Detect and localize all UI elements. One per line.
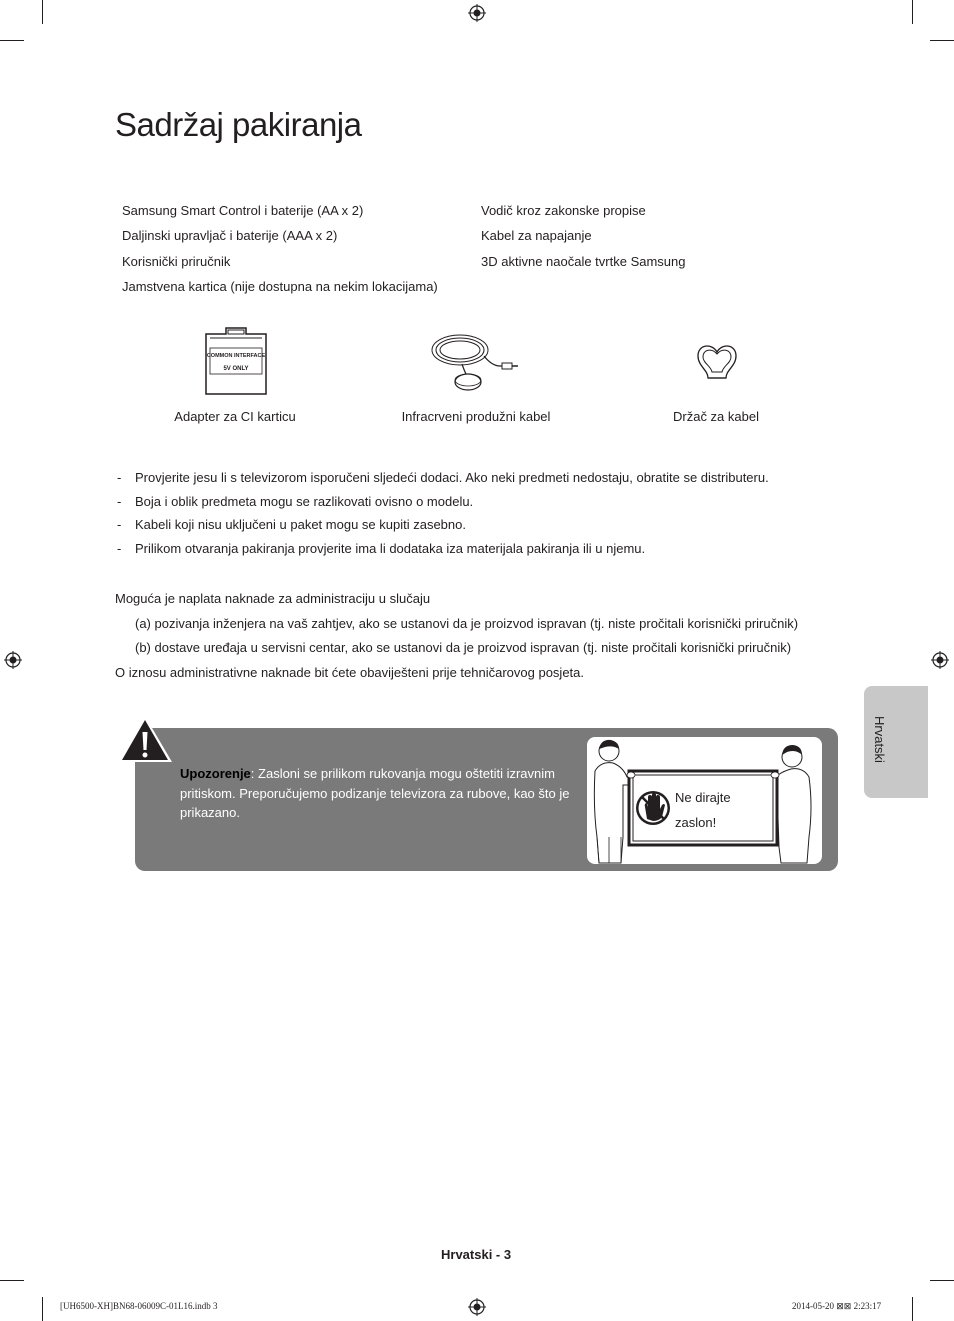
warning-body: : Zasloni se prilikom rukovanja mogu oštetiti izravnim pritiskom. Preporučujemo podizanje televizora za rubove, kao što je prikazano. — [180, 766, 570, 820]
list-item — [117, 537, 769, 561]
trim-mark — [0, 1280, 24, 1281]
print-slug-left: [UH6500-XH]BN68-06009C-01L16.indb 3 — [60, 1301, 218, 1311]
ci-adapter-caption: Adapter za CI karticu — [174, 409, 296, 424]
note-text: Boja i oblik predmeta mogu se razlikovati ovisno o modelu. — [135, 493, 474, 509]
list-item — [117, 466, 769, 490]
registration-mark-icon — [4, 651, 22, 669]
list-item: Vodič kroz zakonske propise — [481, 203, 646, 218]
warning-triangle-icon — [116, 714, 174, 764]
language-side-tab — [864, 686, 928, 798]
illustration-caption-line2: zaslon! — [675, 815, 717, 830]
ir-cable-figure — [428, 328, 520, 398]
list-item — [117, 513, 769, 537]
admin-intro: Moguća je naplata naknade za administraciju u slučaju — [115, 591, 431, 606]
list-item — [117, 490, 769, 514]
trim-mark — [930, 40, 954, 41]
trim-mark — [930, 1280, 954, 1281]
ci-adapter-label-line2: 5V ONLY — [223, 366, 249, 372]
tv-handling-illustration — [587, 737, 822, 864]
note-marker: - — [117, 541, 122, 557]
ci-adapter-figure — [198, 326, 274, 398]
list-item: Korisnički priručnik — [122, 253, 231, 269]
list-item: Daljinski upravljač i baterije (AAA x 2) — [122, 228, 338, 244]
trim-mark — [912, 1297, 913, 1321]
cable-holder-caption: Držač za kabel — [673, 409, 759, 424]
list-item: Jamstvena kartica (nije dostupna na nekim lokacijama) — [122, 278, 438, 294]
cable-holder-figure — [694, 340, 740, 386]
page-title: Sadržaj pakiranja — [115, 106, 362, 143]
admin-fee-section — [115, 587, 798, 685]
note-text: Prilikom otvaranja pakiranja provjerite ima li dodataka iza materijala pakiranja ili u njemu. — [135, 541, 646, 557]
registration-mark-icon — [468, 4, 486, 22]
list-item: Samsung Smart Control i baterije (AA x 2) — [122, 203, 364, 218]
print-slug-right: 2014-05-20 ⊠⊠ 2:23:17 — [792, 1301, 882, 1311]
note-text: Kabeli koji nisu uključeni u paket mogu se kupiti zasebno. — [135, 517, 466, 533]
registration-mark-icon — [931, 651, 949, 669]
side-tab-label: Hrvatski — [872, 716, 887, 763]
trim-mark — [0, 40, 24, 41]
illustration-caption-line1: Ne dirajte — [675, 790, 731, 805]
note-text: Provjerite jesu li s televizorom isporučeni sljedeći dodaci. Ako neki predmeti nedostaju, obratite se distributeru. — [135, 470, 769, 485]
admin-outro: O iznosu administrativne naknade bit ćete obaviješteni prije tehničarovog posjeta. — [115, 664, 584, 680]
contents-list-right — [481, 198, 686, 274]
page-footer: Hrvatski - 3 — [441, 1247, 512, 1262]
warning-label: Upozorenje — [180, 766, 251, 781]
contents-list-left — [122, 198, 438, 299]
note-marker: - — [117, 517, 122, 533]
trim-mark — [42, 0, 43, 24]
admin-item-b: (b) dostave uređaja u servisni centar, ako se ustanovi da je proizvod ispravan (tj. niste pročitali korisnički priručnik) — [135, 640, 792, 655]
ir-cable-caption: Infracrveni produžni kabel — [401, 409, 551, 424]
trim-mark — [912, 0, 913, 24]
note-marker: - — [117, 470, 122, 485]
list-item: Kabel za napajanje — [481, 228, 592, 244]
illustration-caption — [675, 785, 731, 835]
admin-item-a: (a) pozivanja inženjera na vaš zahtjev, ako se ustanovi da je proizvod ispravan (tj. niste pročitali korisnički priručnik) — [135, 615, 799, 631]
ci-adapter-label-line1: COMMON INTERFACE — [206, 353, 266, 359]
registration-mark-icon — [468, 1298, 486, 1316]
trim-mark — [42, 1297, 43, 1321]
note-marker: - — [117, 493, 122, 509]
notes-list — [117, 466, 769, 561]
warning-text — [180, 764, 575, 823]
list-item: 3D aktivne naočale tvrtke Samsung — [481, 253, 686, 269]
